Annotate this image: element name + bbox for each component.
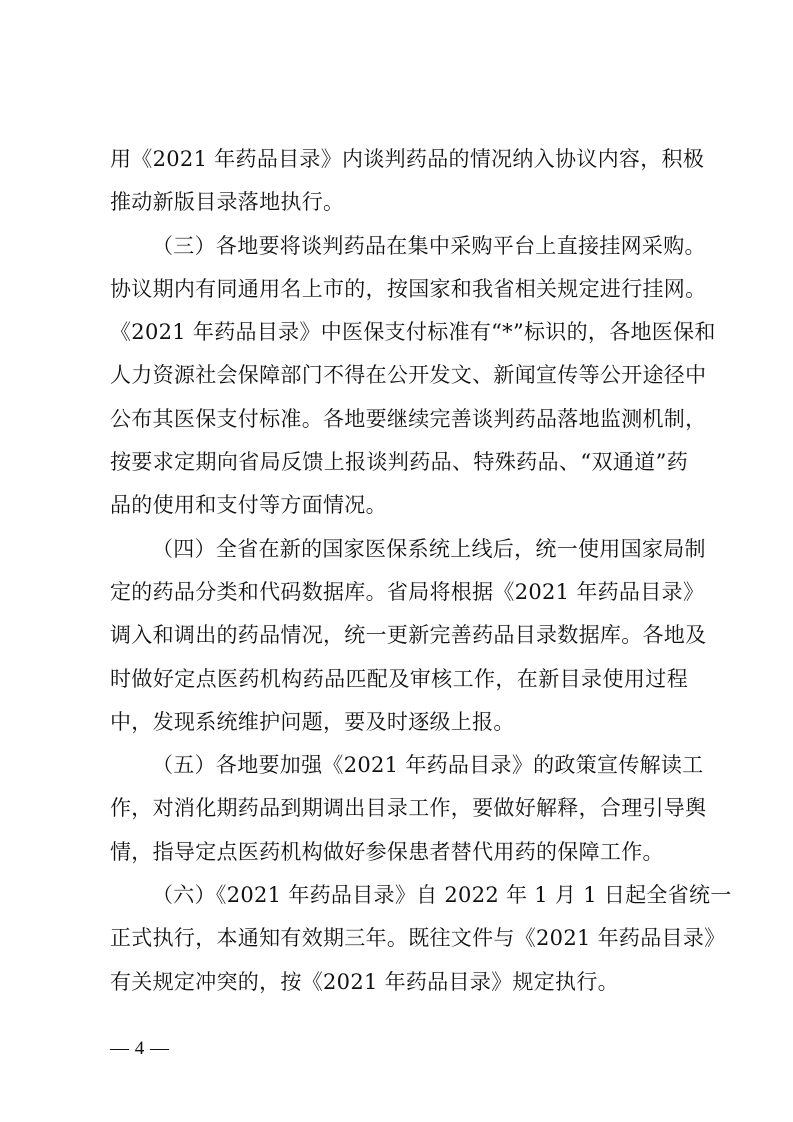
text-line: （六）《2021 年药品目录》自 2022 年 1 月 1 日起全省统一 <box>152 883 732 908</box>
text-line: 品的使用和支付等方面情况。 <box>110 493 387 518</box>
text-line: 人力资源社会保障部门不得在公开发文、新闻宣传等公开途径中 <box>110 363 707 388</box>
text-line: 按要求定期向省局反馈上报谈判药品、特殊药品、“双通道”药 <box>110 450 688 475</box>
text-line: （五）各地要加强《2021 年药品目录》的政策宣传解读工 <box>152 753 704 778</box>
text-line: 用《2021 年药品目录》内谈判药品的情况纳入协议内容，积极 <box>110 147 705 171</box>
text-line: 调入和调出的药品情况，统一更新完善药品目录数据库。各地及 <box>110 623 707 648</box>
text-line: （三）各地要将谈判药品在集中采购平台上直接挂网采购。 <box>152 233 706 258</box>
text-line: 中，发现系统维护问题，要及时逐级上报。 <box>110 709 515 734</box>
text-line: 公布其医保支付标准。各地要继续完善谈判药品落地监测机制， <box>110 406 707 431</box>
text-line: 定的药品分类和代码数据库。省局将根据《2021 年药品目录》 <box>110 579 705 604</box>
page-number: — 4 — <box>110 1038 170 1059</box>
text-line: 时做好定点医药机构药品匹配及审核工作，在新目录使用过程 <box>110 666 688 691</box>
text-line: 作，对消化期药品到期调出目录工作，要做好解释，合理引导舆 <box>110 796 707 821</box>
text-line: 推动新版目录落地执行。 <box>110 190 345 215</box>
text-line: 协议期内有同通用名上市的，按国家和我省相关规定进行挂网。 <box>110 276 707 301</box>
text-line: 有关规定冲突的，按《2021 年药品目录》规定执行。 <box>110 969 619 994</box>
text-line: 《2021 年药品目录》中医保支付标准有“*”标识的，各地医保和 <box>110 320 716 345</box>
text-line: 情，指导定点医药机构做好参保患者替代用药的保障工作。 <box>110 839 664 864</box>
document-body <box>110 138 732 1004</box>
text-line: （四）全省在新的国家医保系统上线后，统一使用国家局制 <box>152 536 706 561</box>
text-line: 正式执行，本通知有效期三年。既往文件与《2021 年药品目录》 <box>110 926 726 951</box>
